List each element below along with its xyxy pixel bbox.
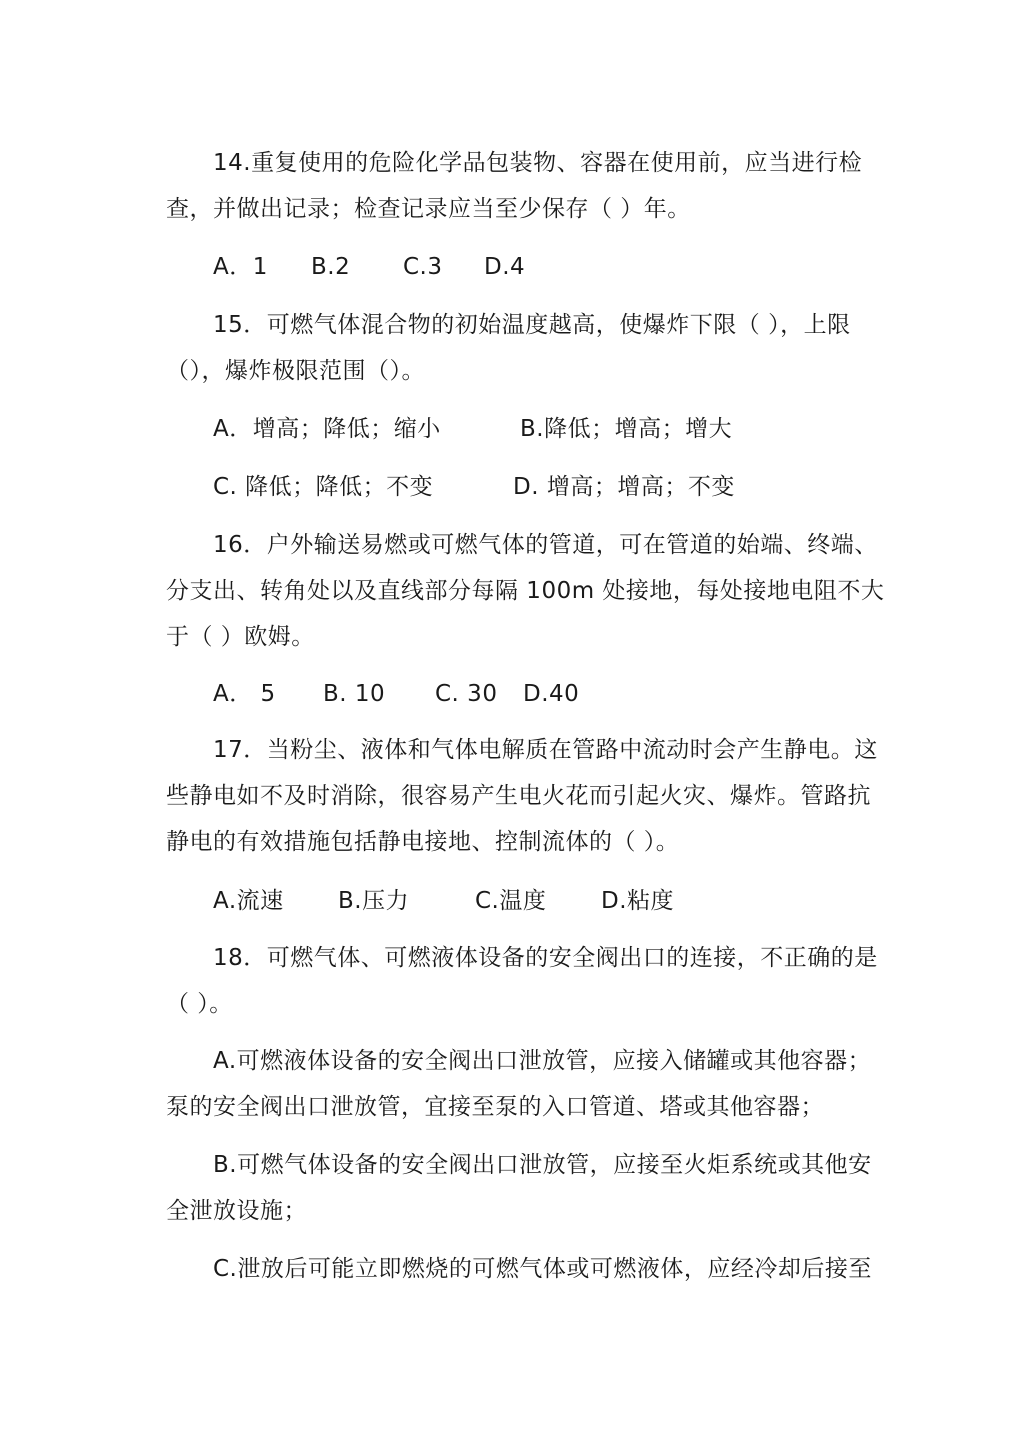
question-text-line: （），爆炸极限范围（）。 <box>166 358 425 384</box>
option-d: D. 增高；增高；不变 <box>513 474 735 500</box>
option-b: B.2 <box>311 254 351 280</box>
question-text-line: 16．户外输送易燃或可燃气体的管道，可在管道的始端、终端、 <box>213 532 878 558</box>
question-text-line: 18．可燃气体、可燃液体设备的安全阀出口的连接，不正确的是 <box>213 945 878 971</box>
option-text-line: B.可燃气体设备的安全阀出口泄放管，应接至火炬系统或其他安 <box>213 1152 872 1178</box>
question-text-line: 静电的有效措施包括静电接地、控制流体的（ ）。 <box>166 829 680 855</box>
option-d: D.40 <box>523 681 580 707</box>
question-text-line: 14.重复使用的危险化学品包装物、容器在使用前，应当进行检 <box>213 150 863 176</box>
option-a: A．增高；降低；缩小 <box>213 416 441 442</box>
question-14 <box>166 140 866 232</box>
question-17-options <box>166 878 866 924</box>
question-text-line: 查，并做出记录；检查记录应当至少保存（ ）年。 <box>166 196 691 222</box>
question-text-line: 15．可燃气体混合物的初始温度越高，使爆炸下限（ ），上限 <box>213 312 851 338</box>
option-text-line: 泵的安全阀出口泄放管，宜接至泵的入口管道、塔或其他容器； <box>166 1094 824 1120</box>
question-18 <box>166 935 878 1027</box>
option-d: D.4 <box>484 254 526 280</box>
option-a: A． 5 <box>213 681 276 707</box>
option-text-line: 全泄放设施； <box>166 1198 307 1224</box>
option-d: D.粘度 <box>601 888 675 914</box>
option-b: B.降低；增高；增大 <box>520 416 733 442</box>
question-18-option-a <box>166 1038 872 1130</box>
question-text-line: 17．当粉尘、液体和气体电解质在管路中流动时会产生静电。这 <box>213 737 878 763</box>
question-17 <box>166 727 878 865</box>
question-text-line: 分支出、转角处以及直线部分每隔 100m 处接地，每处接地电阻不大 <box>166 578 885 604</box>
option-a: A.流速 <box>213 888 284 914</box>
option-c: C. 降低；降低；不变 <box>213 474 434 500</box>
option-c: C.温度 <box>475 888 547 914</box>
question-text-line: 于（ ）欧姆。 <box>166 624 315 650</box>
option-a: A．1 <box>213 254 268 280</box>
question-14-options <box>166 244 866 290</box>
question-16-options <box>166 671 866 717</box>
option-c: C. 30 <box>435 681 498 707</box>
question-16 <box>166 522 885 660</box>
option-b: B.压力 <box>338 888 410 914</box>
question-18-option-b <box>166 1142 872 1234</box>
question-15-options-row1 <box>166 406 866 452</box>
question-18-option-c <box>166 1246 872 1292</box>
question-15-options-row2 <box>166 464 866 510</box>
question-text-line: 些静电如不及时消除，很容易产生电火花而引起火灾、爆炸。管路抗 <box>166 783 871 809</box>
option-text-line: A.可燃液体设备的安全阀出口泄放管，应接入储罐或其他容器； <box>213 1048 872 1074</box>
question-text-line: （ ）。 <box>166 991 233 1017</box>
option-b: B. 10 <box>323 681 386 707</box>
option-text-line: C.泄放后可能立即燃烧的可燃气体或可燃液体，应经冷却后接至 <box>213 1256 872 1282</box>
option-c: C.3 <box>403 254 443 280</box>
question-15 <box>166 302 866 394</box>
